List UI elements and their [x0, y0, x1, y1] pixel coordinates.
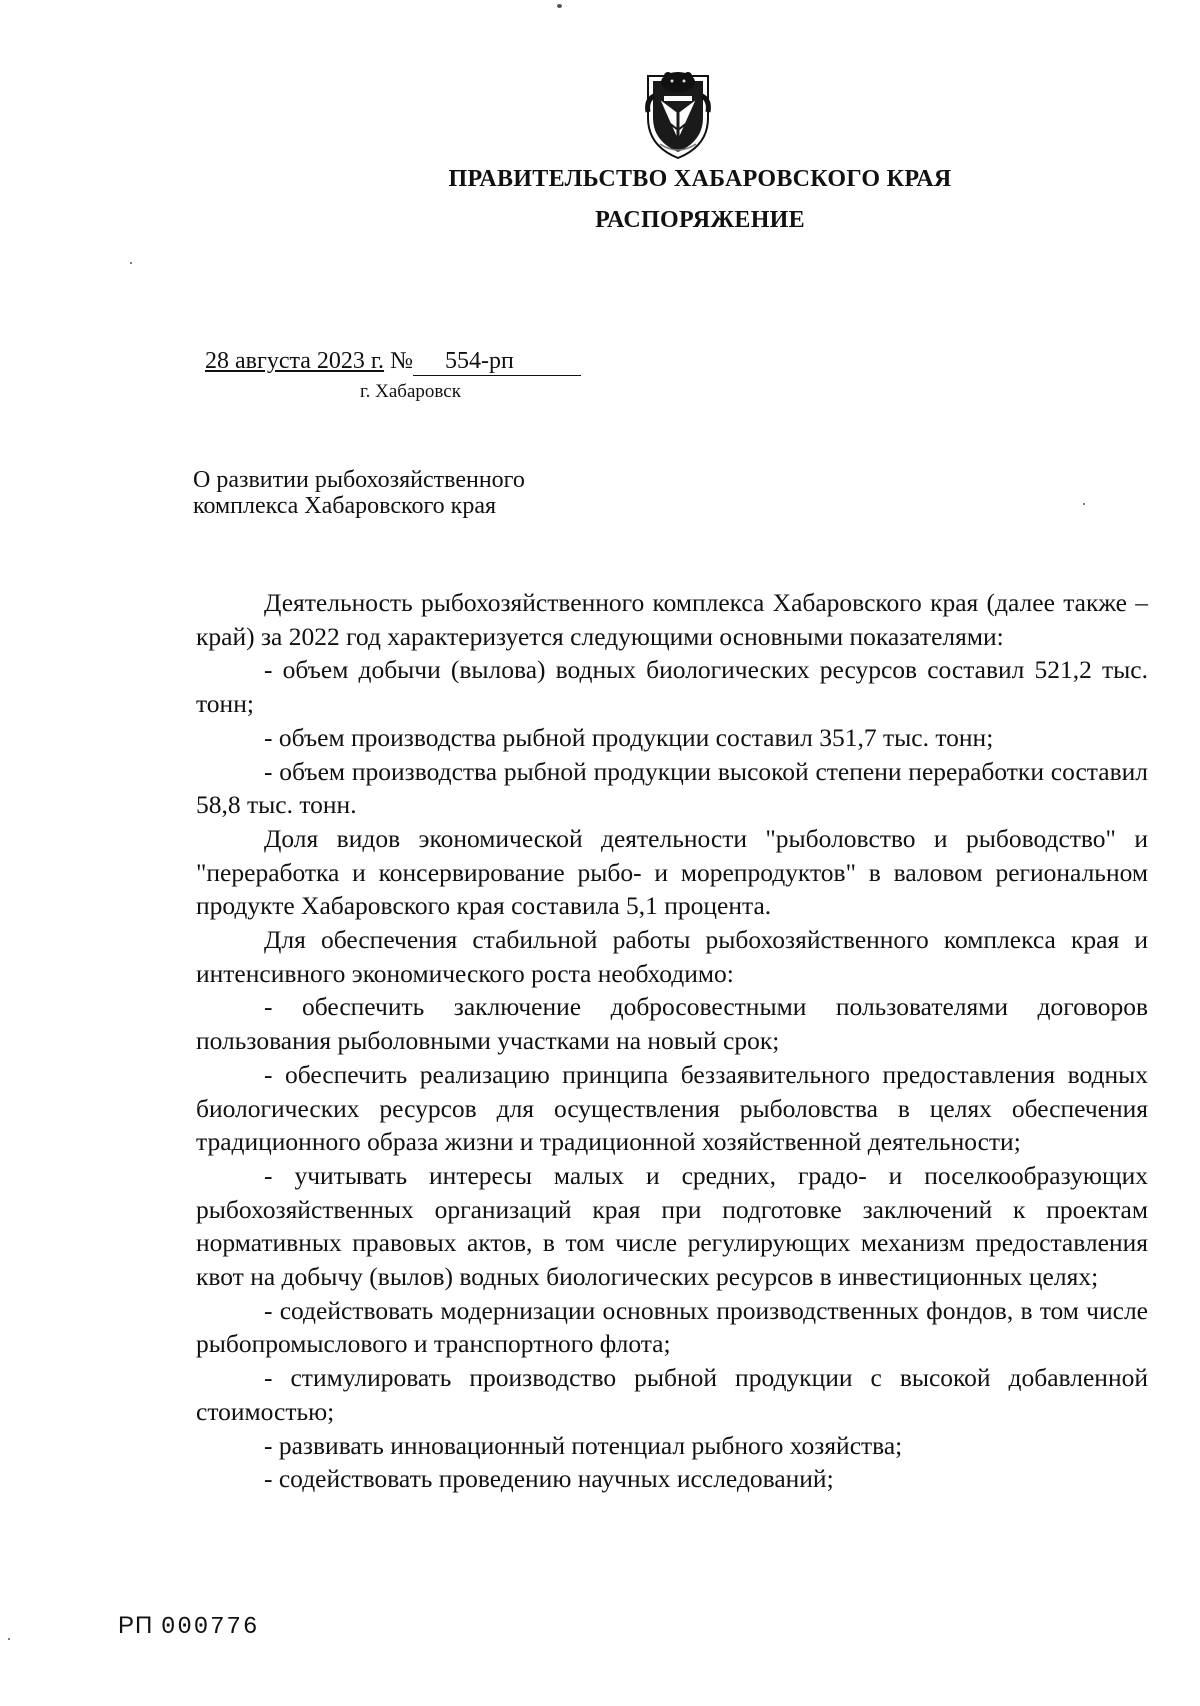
- body-list-item: - обеспечить заключение добросовестными пользователями договоров пользования рыболовными участками на новый срок;: [196, 992, 1148, 1056]
- body-list-item: - развивать инновационный потенциал рыбного хозяйства;: [264, 1430, 903, 1460]
- scan-speck: [8, 1638, 10, 1640]
- body-paragraph: Деятельность рыбохозяйственного комплекса Хабаровского края (далее также – край) за 2022 год характеризуется следующими основными показателями:: [196, 588, 1148, 651]
- body-list-item: - содействовать проведению научных исследований;: [264, 1464, 834, 1494]
- subject-line: комплекса Хабаровского края: [193, 493, 497, 519]
- document-subject: [193, 467, 525, 519]
- body-list-item: - учитывать интересы малых и средних, градо- и поселкообразующих рыбохозяйственных организаций края при подготовке заключений к проектам нормативных правовых актов, в том числе регулирующих механизм предоставления квот на добычу (вылов) водных биологических ресурсов в инвестиционных целях;: [196, 1160, 1148, 1292]
- subject-line: О развитии рыбохозяйственного: [193, 467, 525, 493]
- body-list-item: - объем производства рыбной продукции составил 351,7 тыс. тонн;: [264, 722, 994, 752]
- body-list-item: - объем добычи (вылова) водных биологических ресурсов составил 521,2 тыс. тонн;: [196, 655, 1148, 719]
- form-serial-code: 000776: [160, 1614, 260, 1641]
- document-number: 554-рп: [413, 348, 581, 376]
- document-type: РАСПОРЯЖЕНИЕ: [595, 207, 805, 233]
- organization-title: ПРАВИТЕЛЬСТВО ХАБАРОВСКОГО КРАЯ: [448, 166, 952, 192]
- body-list-item: - стимулировать производство рыбной продукции с высокой добавленной стоимостью;: [196, 1363, 1148, 1426]
- document-body: [196, 586, 1148, 1496]
- document-city: г. Хабаровск: [360, 381, 461, 402]
- scan-speck: [1083, 503, 1085, 505]
- body-list-item: - объем производства рыбной продукции высокой степени переработки составил 58,8 тыс. тонн.: [196, 756, 1148, 820]
- body-paragraph: Доля видов экономической деятельности "рыболовство и рыбоводство" и "переработка и консервирование рыбо- и морепродуктов" в валовом региональном продукте Хабаровского края составила 5,1 процента.: [196, 823, 1148, 921]
- form-serial-prefix: РП: [118, 1612, 154, 1639]
- body-list-item: - содействовать модернизации основных производственных фондов, в том числе рыбопромыслового и транспортного флота;: [196, 1295, 1148, 1359]
- date-number-line: [205, 348, 581, 376]
- body-paragraph: Для обеспечения стабильной работы рыбохозяйственного комплекса края и интенсивного экономического роста необходимо:: [196, 925, 1148, 988]
- form-serial: [118, 1612, 259, 1641]
- body-list-item: - обеспечить реализацию принципа беззаявительного предоставления водных биологических ресурсов для осуществления рыболовства в целях обеспечения традиционного образа жизни и традиционной хозяйственной деятельности;: [196, 1059, 1148, 1157]
- scan-speck: [130, 262, 132, 264]
- document-date: 28 августа 2023 г.: [205, 348, 385, 374]
- number-sign: №: [390, 348, 413, 374]
- coat-of-arms-icon: [638, 60, 718, 160]
- scan-speck: [557, 4, 562, 8]
